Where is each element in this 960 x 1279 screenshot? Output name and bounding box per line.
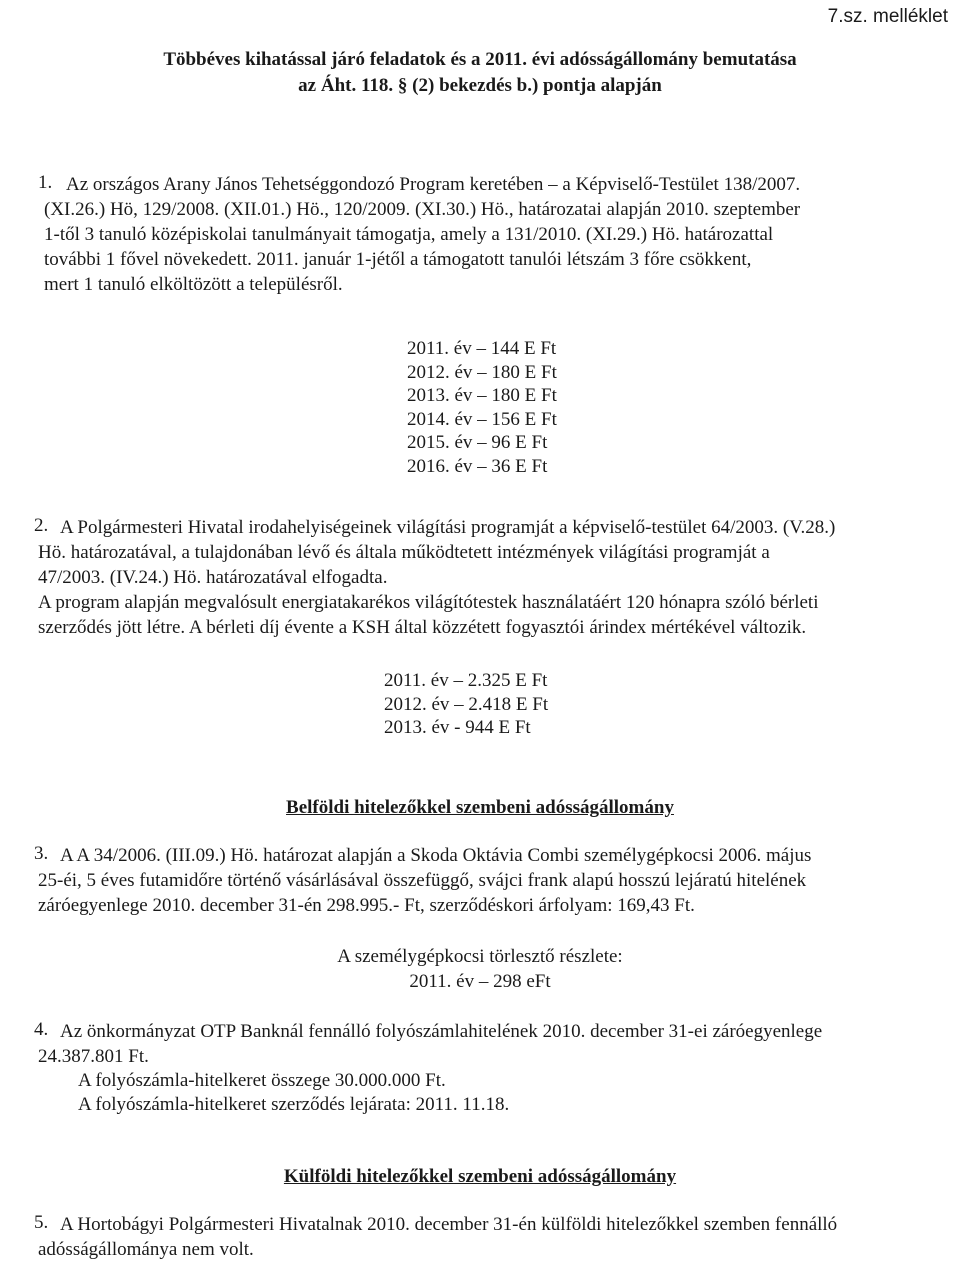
annex-label: 7.sz. melléklet [827,6,948,27]
item-1-number: 1. [38,172,53,193]
item-2-line: 47/2003. (IV.24.) Hö. határozatával elfogadta. [38,567,388,588]
item-3-paragraph [38,843,948,918]
item-5-line: A Hortobágyi Polgármesteri Hivatalnak 2010. december 31-én külföldi hitelezőkkel szemben fennálló [60,1214,838,1235]
amount-row: 2011. év – 144 E Ft [407,338,557,359]
credit-expiry-text: A folyószámla-hitelkeret szerződés lejárata: 2011. 11.18. [78,1094,510,1115]
amount-row: 2012. év – 180 E Ft [407,361,557,383]
amount-row: 2012. év – 2.418 E Ft [384,693,549,715]
item-1-line: Az országos Arany János Tehetséggondozó Program keretében – a Képviselő-Testület 138/2007. [66,174,801,195]
installment-label: A személygépkocsi törlesztő részlete: [337,946,623,967]
item-2-number: 2. [34,515,49,536]
item-1-paragraph [44,172,944,297]
item-2-line: Hö. határozatával, a tulajdonában lévő és általa működtetett intézmények világítási programját a [38,542,770,563]
item-5-number: 5. [34,1212,49,1233]
item-5-line: adósságállománya nem volt. [38,1239,254,1260]
credit-limit-text: A folyószámla-hitelkeret összege 30.000.000 Ft. [78,1070,446,1091]
item-2-line: A Polgármesteri Hivatal irodahelyiségeinek világítási programját a képviselő-testület 64/2003. (V.28.) [60,517,836,538]
item-3-line: A A 34/2006. (III.09.) Hö. határozat alapján a Skoda Oktávia Combi személygépkocsi 2006. május [60,845,812,866]
item-2-line: A program alapján megvalósult energiatakarékos világítótestek használatáért 120 hónapra szóló bérleti [38,592,819,613]
amount-row: 2014. év – 156 E Ft [407,408,557,430]
amount-row: 2013. év – 180 E Ft [407,385,557,406]
document-title-line1: Többéves kihatással járó feladatok és a 2011. évi adósságállomány bemutatása [163,49,797,70]
amount-row: 2011. év – 2.325 E Ft [384,670,548,691]
item-4-line: Az önkormányzat OTP Banknál fennálló folyószámlahitelének 2010. december 31-ei záróegyenlege [60,1021,823,1042]
item-5-paragraph [38,1212,948,1262]
item-1-line: mert 1 tanuló elköltözött a településről. [44,274,343,295]
heading-domestic-debt: Belföldi hitelezőkkel szembeni adósságállomány [286,797,674,818]
item-1-amount-list [407,337,557,478]
item-3-line: 25-éi, 5 éves futamidőre történő vásárlásával összefüggő, svájci frank alapú hosszú lejáratú hitelének [38,870,807,891]
heading-foreign-debt: Külföldi hitelezőkkel szembeni adósságállomány [283,1166,677,1187]
item-3-number: 3. [34,843,49,864]
item-4-line: 24.387.801 Ft. [38,1046,149,1067]
item-1-line: (XI.26.) Hö, 129/2008. (XII.01.) Hö., 120/2009. (XI.30.) Hö., határozatai alapján 2010. szeptember [44,199,801,220]
document-title-line2: az Áht. 118. § (2) bekezdés b.) pontja alapján [298,75,662,96]
item-1-line: további 1 fővel növekedett. 2011. január 1-jétől a támogatott tanulói létszám 3 főre csökkent, [44,249,752,270]
item-4-number: 4. [34,1019,49,1040]
amount-row: 2015. év – 96 E Ft [407,432,548,453]
installment-value: 2011. év – 298 eFt [409,971,551,992]
item-4-paragraph [38,1019,948,1069]
item-2-line: szerződés jött létre. A bérleti díj évente a KSH által közzétett fogyasztói árindex mértékével változik. [38,617,807,638]
amount-row: 2013. év - 944 E Ft [384,717,531,738]
item-2-amount-list [384,669,548,740]
item-1-line: 1-től 3 tanuló középiskolai tanulmányait támogatja, amely a 131/2010. (XI.29.) Hö. határozattal [44,224,774,245]
item-3-line: záróegyenlege 2010. december 31-én 298.995.- Ft, szerződéskori árfolyam: 169,43 Ft. [38,895,695,916]
item-2-paragraph [38,515,948,640]
amount-row: 2016. év – 36 E Ft [407,455,548,477]
